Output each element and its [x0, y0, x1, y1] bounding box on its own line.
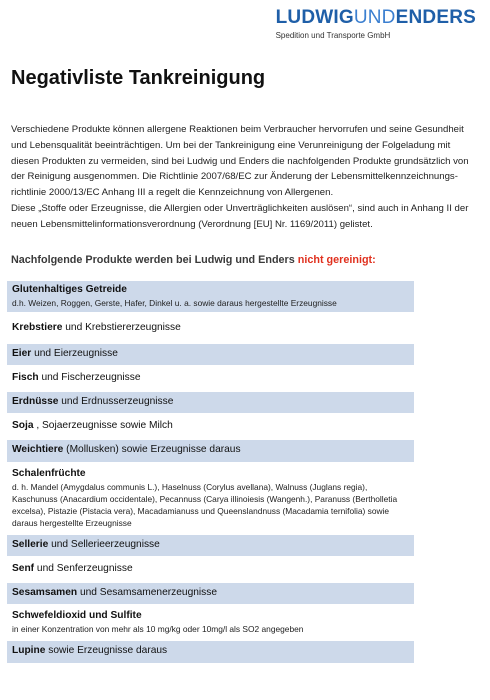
item-name: Sellerie	[12, 539, 49, 550]
allergen-list	[7, 281, 414, 663]
logo-part2: UND	[353, 7, 396, 28]
item-detail: und Senferzeugnisse	[34, 563, 133, 574]
page-title: Negativliste Tankreinigung	[11, 67, 266, 89]
list-heading-highlight: nicht gereinigt:	[297, 254, 376, 266]
list-item	[7, 535, 414, 556]
item-name: Soja	[12, 420, 34, 431]
company-logo	[276, 8, 476, 40]
item-description: d. h. Mandel (Amygdalus communis L.), Haselnuss (Corylus avellana), Walnuss (Juglans regia), Kaschunuss (Anacardium occidentale), Pecannuss (Carya illinoiesis (Wangenh.), Paranuss (Bertholletia excelsa), Pistazie (Pistacia vera), Macadamianuss und Queenslandnuss (Macadamia ternifolia) sowie daraus hergestellte Erzeugnisse	[12, 482, 398, 528]
item-detail: und Sellerieerzeugnisse	[48, 539, 160, 550]
list-heading-text: Nachfolgende Produkte werden bei Ludwig und Enders	[11, 254, 298, 266]
item-detail: und Erdnusserzeugnisse	[58, 396, 174, 407]
item-name: Glutenhaltiges Getreide	[12, 284, 127, 295]
list-item	[7, 465, 414, 532]
list-item	[7, 559, 414, 580]
item-description: in einer Konzentration von mehr als 10 mg/kg oder 10mg/l als SO2 angegeben	[12, 624, 304, 634]
logo-part1: LUDWIG	[275, 7, 354, 28]
item-detail: und Sesamsamenerzeugnisse	[77, 587, 218, 598]
item-name: Lupine	[12, 645, 46, 656]
list-item	[7, 641, 414, 663]
item-name: Sesamsamen	[12, 587, 78, 598]
item-detail: und Eierzeugnisse	[31, 348, 118, 359]
logo-subtitle: Spedition und Transporte GmbH	[275, 31, 391, 40]
item-name: Schwefeldioxid und Sulfite	[12, 610, 142, 621]
list-item	[7, 281, 414, 312]
item-detail: und Fischerzeugnisse	[38, 372, 141, 383]
item-name: Weichtiere	[12, 444, 64, 455]
item-detail: und Krebstiererzeugnisse	[62, 322, 181, 333]
logo-part3: ENDERS	[395, 7, 476, 28]
item-name: Krebstiere	[12, 322, 63, 333]
item-name: Eier	[12, 348, 32, 359]
intro-text	[11, 122, 481, 233]
item-name: Senf	[12, 563, 35, 574]
intro-paragraph-1: Verschiedene Produkte können allergene Reaktionen beim Verbraucher hervorrufen und seine Gesundheit und Lebensqualität beeinträchtigen. Um bei der Tankreinigung eine Verunreinigung der Folgeladung mit diesen Produkten zu vermeiden, sind bei Ludwig und Enders die nachfolgenden Produkte grundsätzlich von der Reinigung ausgenommen. Die Richtlinie 2007/68/EC zur Änderung der Lebensmittelkennzeichnungs-richtlinie 2000/13/EC Anhang III a regelt die Kennzeichnung von Allergenen.	[11, 124, 469, 199]
item-name: Schalenfrüchte	[12, 468, 86, 479]
list-item	[7, 344, 414, 365]
list-item	[7, 416, 414, 437]
logo-wordmark	[276, 8, 476, 28]
item-detail: , Sojaerzeugnisse sowie Milch	[33, 420, 173, 431]
item-name: Erdnüsse	[12, 396, 59, 407]
list-item	[7, 368, 414, 389]
item-detail: sowie Erzeugnisse daraus	[45, 645, 168, 656]
item-detail: (Mollusken) sowie Erzeugnisse daraus	[63, 444, 241, 455]
item-name: Fisch	[12, 372, 39, 383]
list-heading	[11, 254, 376, 266]
list-item	[7, 440, 414, 462]
item-description: d.h. Weizen, Roggen, Gerste, Hafer, Dinkel u. a. sowie daraus hergestellte Erzeugnisse	[12, 298, 337, 308]
list-item	[7, 607, 414, 638]
list-item	[7, 583, 414, 604]
list-item	[7, 392, 414, 413]
intro-paragraph-2: Diese „Stoffe oder Erzeugnisse, die Allergien oder Unverträglichkeiten auslösen“, sind auch in Anhang II der neuen Lebensmittelinformationsverordnung (Verordnung [EU] Nr. 1169/2011) gelistet.	[11, 202, 469, 230]
list-item	[7, 315, 414, 341]
